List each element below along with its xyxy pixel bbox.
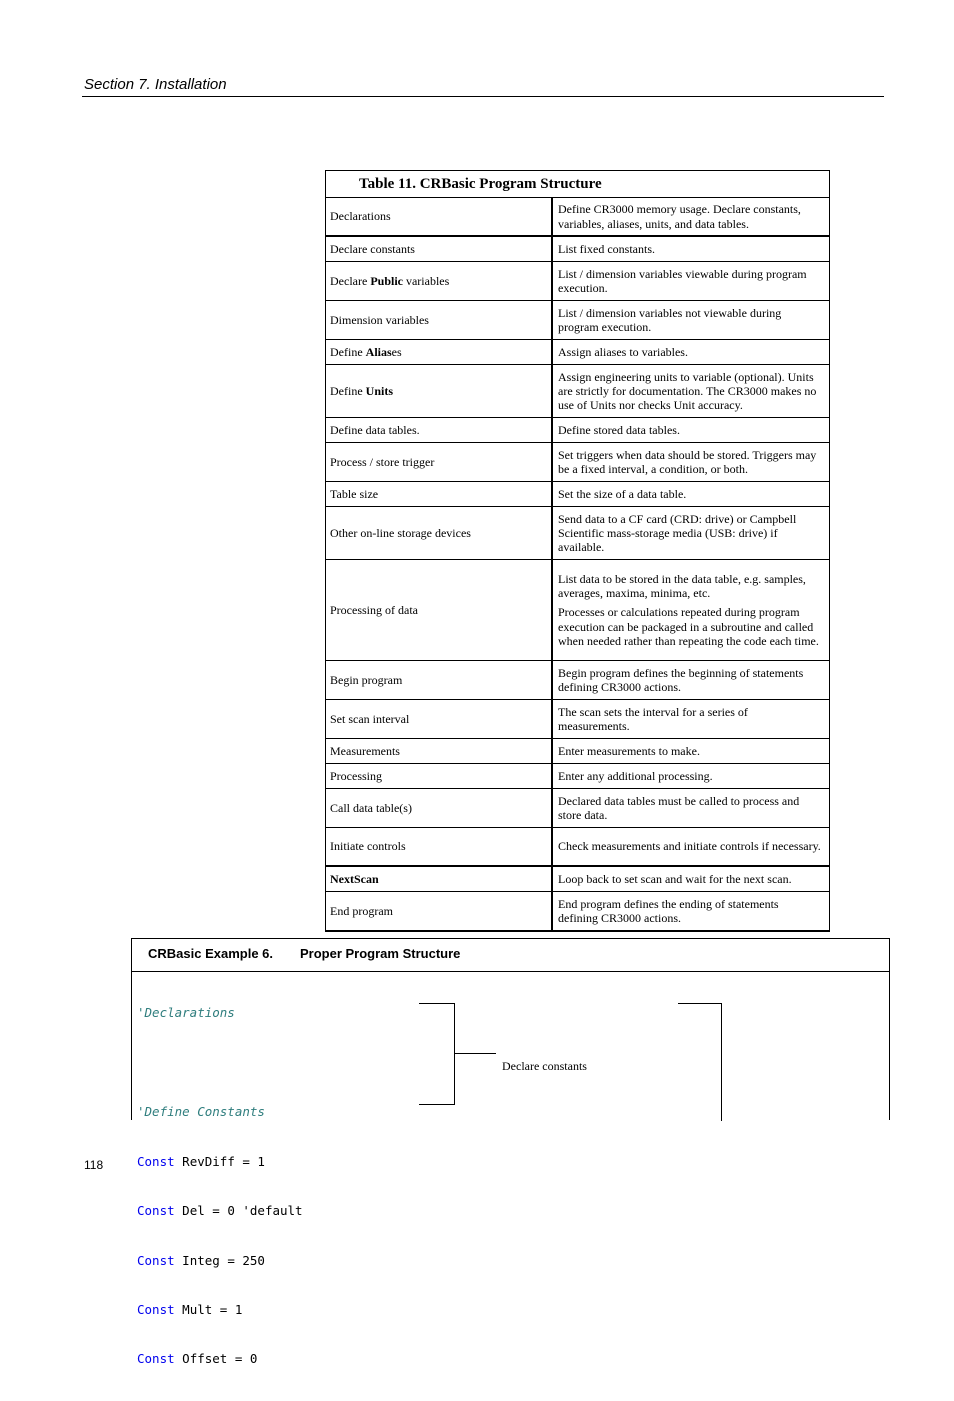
table-row bbox=[326, 443, 829, 482]
table-row bbox=[326, 365, 829, 418]
code-text: Del = 0 'default bbox=[174, 1202, 303, 1218]
row-label bbox=[326, 262, 553, 300]
row-label-text: Processing of data bbox=[330, 602, 418, 617]
table-row bbox=[326, 892, 829, 931]
row-label bbox=[326, 418, 553, 442]
row-label-keyword: Alias bbox=[365, 344, 392, 359]
row-label bbox=[326, 340, 553, 364]
row-description bbox=[553, 828, 829, 865]
description-paragraph: List data to be stored in the data table, e.g. samples, averages, maxima, minima, etc. bbox=[558, 571, 806, 601]
description-paragraph: Set triggers when data should be stored. Triggers may be a fixed interval, a condition, or both. bbox=[558, 447, 817, 476]
row-label-text: Measurements bbox=[330, 743, 400, 758]
row-label-suffix: variables bbox=[402, 273, 450, 288]
code-line bbox=[137, 1203, 303, 1219]
row-label bbox=[326, 198, 553, 235]
code-line bbox=[137, 1302, 303, 1318]
row-label bbox=[326, 867, 553, 891]
constants-bracket bbox=[419, 1003, 455, 1105]
row-label-text: Process / store trigger bbox=[330, 454, 435, 469]
row-description bbox=[553, 237, 829, 261]
row-label-keyword: Public bbox=[370, 273, 403, 288]
description-paragraph: Assign aliases to variables. bbox=[558, 344, 688, 359]
row-label bbox=[326, 828, 553, 865]
table-row bbox=[326, 340, 829, 365]
row-label bbox=[326, 764, 553, 788]
description-paragraph: Assign engineering units to variable (optional). Units are strictly for documentation. The CR3000 makes no use of Units nor checks Unit accuracy. bbox=[558, 369, 817, 413]
row-label-keyword: Units bbox=[365, 383, 393, 398]
program-structure-table bbox=[325, 170, 830, 932]
table-row bbox=[326, 739, 829, 764]
row-label-text: Other on-line storage devices bbox=[330, 525, 471, 540]
row-description bbox=[553, 365, 829, 417]
code-keyword: Const bbox=[137, 1202, 175, 1218]
row-label bbox=[326, 892, 553, 930]
row-label bbox=[326, 661, 553, 699]
row-label-keyword: NextScan bbox=[330, 871, 379, 886]
row-label bbox=[326, 789, 553, 827]
row-label-text: End program bbox=[330, 903, 393, 918]
row-description bbox=[553, 198, 829, 235]
description-paragraph: Enter any additional processing. bbox=[558, 768, 713, 783]
table-row bbox=[326, 507, 829, 560]
row-description bbox=[553, 892, 829, 930]
table-row bbox=[326, 560, 829, 661]
row-description bbox=[553, 301, 829, 339]
code-comment: 'Declarations bbox=[137, 1004, 235, 1020]
code-line bbox=[137, 1253, 303, 1269]
bracket-connector bbox=[455, 1053, 496, 1054]
example-title-bar bbox=[132, 939, 889, 972]
row-label bbox=[326, 739, 553, 763]
code-keyword: Const bbox=[137, 1302, 175, 1318]
code-keyword: Const bbox=[137, 1253, 175, 1269]
description-paragraph: Begin program defines the beginning of statements defining CR3000 actions. bbox=[558, 665, 804, 694]
table-row bbox=[326, 700, 829, 739]
table-row bbox=[326, 867, 829, 892]
table-row bbox=[326, 262, 829, 301]
row-description bbox=[553, 764, 829, 788]
row-description bbox=[553, 340, 829, 364]
description-paragraph: List / dimension variables viewable during program execution. bbox=[558, 266, 807, 295]
row-description bbox=[553, 482, 829, 506]
table-row bbox=[326, 301, 829, 340]
code-line bbox=[137, 1154, 303, 1170]
description-paragraph: Define CR3000 memory usage. Declare constants, variables, aliases, units, and data tables. bbox=[558, 202, 801, 231]
row-description bbox=[553, 867, 829, 891]
description-paragraph: Check measurements and initiate controls if necessary. bbox=[558, 839, 821, 854]
description-paragraph: List / dimension variables not viewable during program execution. bbox=[558, 305, 782, 334]
description-paragraph: List fixed constants. bbox=[558, 241, 655, 256]
description-paragraph: Declared data tables must be called to process and store data. bbox=[558, 793, 800, 822]
row-label-text: Declare bbox=[330, 273, 371, 288]
row-label-text: Define bbox=[330, 344, 366, 359]
row-label-text: Processing bbox=[330, 768, 382, 783]
table-body bbox=[326, 198, 829, 931]
code-text: Mult = 1 bbox=[174, 1302, 243, 1318]
row-label-text: Call data table(s) bbox=[330, 800, 412, 815]
table-title: Table 11. CRBasic Program Structure bbox=[326, 171, 829, 198]
row-description bbox=[553, 560, 829, 660]
row-label-text: Initiate controls bbox=[330, 839, 406, 853]
description-paragraph: Processes or calculations repeated during program execution can be packaged in a subroutine and called when needed rather than repeating the code each time. bbox=[558, 605, 819, 648]
code-block bbox=[137, 972, 303, 1401]
bracket-annotation: Declare constants bbox=[502, 1059, 587, 1073]
row-description bbox=[553, 262, 829, 300]
code-keyword: Const bbox=[137, 1351, 175, 1367]
row-label-text: Define data tables. bbox=[330, 422, 420, 437]
row-label-text: Dimension variables bbox=[330, 312, 429, 327]
page-number: 118 bbox=[84, 1158, 104, 1172]
description-paragraph: End program defines the ending of statements defining CR3000 actions. bbox=[558, 896, 779, 925]
description-paragraph: Enter measurements to make. bbox=[558, 743, 700, 758]
row-description bbox=[553, 507, 829, 559]
row-label bbox=[326, 482, 553, 506]
outer-bracket-side bbox=[721, 1003, 722, 1121]
row-label-text: Table size bbox=[330, 486, 379, 501]
row-label-text: Define bbox=[330, 383, 366, 398]
row-description bbox=[553, 661, 829, 699]
row-label-text: Declare constants bbox=[330, 241, 415, 256]
table-row bbox=[326, 418, 829, 443]
row-label bbox=[326, 237, 553, 261]
row-description bbox=[553, 739, 829, 763]
table-row bbox=[326, 764, 829, 789]
description-paragraph: The scan sets the interval for a series of measurements. bbox=[558, 704, 748, 733]
table-row bbox=[326, 198, 829, 237]
row-label-text: Declarations bbox=[330, 209, 391, 223]
description-paragraph: Send data to a CF card (CRD: drive) or Campbell Scientific mass-storage media (USB: drive) if available. bbox=[558, 511, 797, 555]
row-description bbox=[553, 789, 829, 827]
code-blank-line bbox=[137, 1054, 303, 1072]
code-example bbox=[131, 938, 890, 1367]
code-comment: 'Define Constants bbox=[137, 1104, 265, 1120]
row-label bbox=[326, 365, 553, 417]
table-row bbox=[326, 661, 829, 700]
row-label bbox=[326, 700, 553, 738]
row-label bbox=[326, 560, 553, 660]
code-line bbox=[137, 1351, 303, 1367]
example-title: Proper Program Structure bbox=[300, 946, 461, 961]
section-header: Section 7. Installation bbox=[84, 76, 227, 93]
description-paragraph: Define stored data tables. bbox=[558, 422, 680, 437]
row-label bbox=[326, 301, 553, 339]
row-description bbox=[553, 418, 829, 442]
outer-bracket-top bbox=[678, 1003, 722, 1004]
row-label-suffix: es bbox=[391, 344, 402, 359]
table-row bbox=[326, 237, 829, 262]
row-description bbox=[553, 443, 829, 481]
code-keyword: Const bbox=[137, 1153, 175, 1169]
table-row bbox=[326, 482, 829, 507]
code-text: Integ = 250 bbox=[174, 1253, 265, 1269]
description-paragraph: Loop back to set scan and wait for the next scan. bbox=[558, 871, 792, 886]
row-label bbox=[326, 507, 553, 559]
row-label-text: Set scan interval bbox=[330, 711, 410, 726]
row-label bbox=[326, 443, 553, 481]
example-number: CRBasic Example 6. bbox=[148, 946, 274, 961]
header-rule bbox=[82, 96, 884, 97]
table-row bbox=[326, 828, 829, 867]
code-text: RevDiff = 1 bbox=[174, 1153, 265, 1169]
row-description bbox=[553, 700, 829, 738]
row-label-text: Begin program bbox=[330, 672, 403, 687]
table-row bbox=[326, 789, 829, 828]
code-text: Offset = 0 bbox=[174, 1351, 258, 1367]
description-paragraph: Set the size of a data table. bbox=[558, 486, 687, 501]
